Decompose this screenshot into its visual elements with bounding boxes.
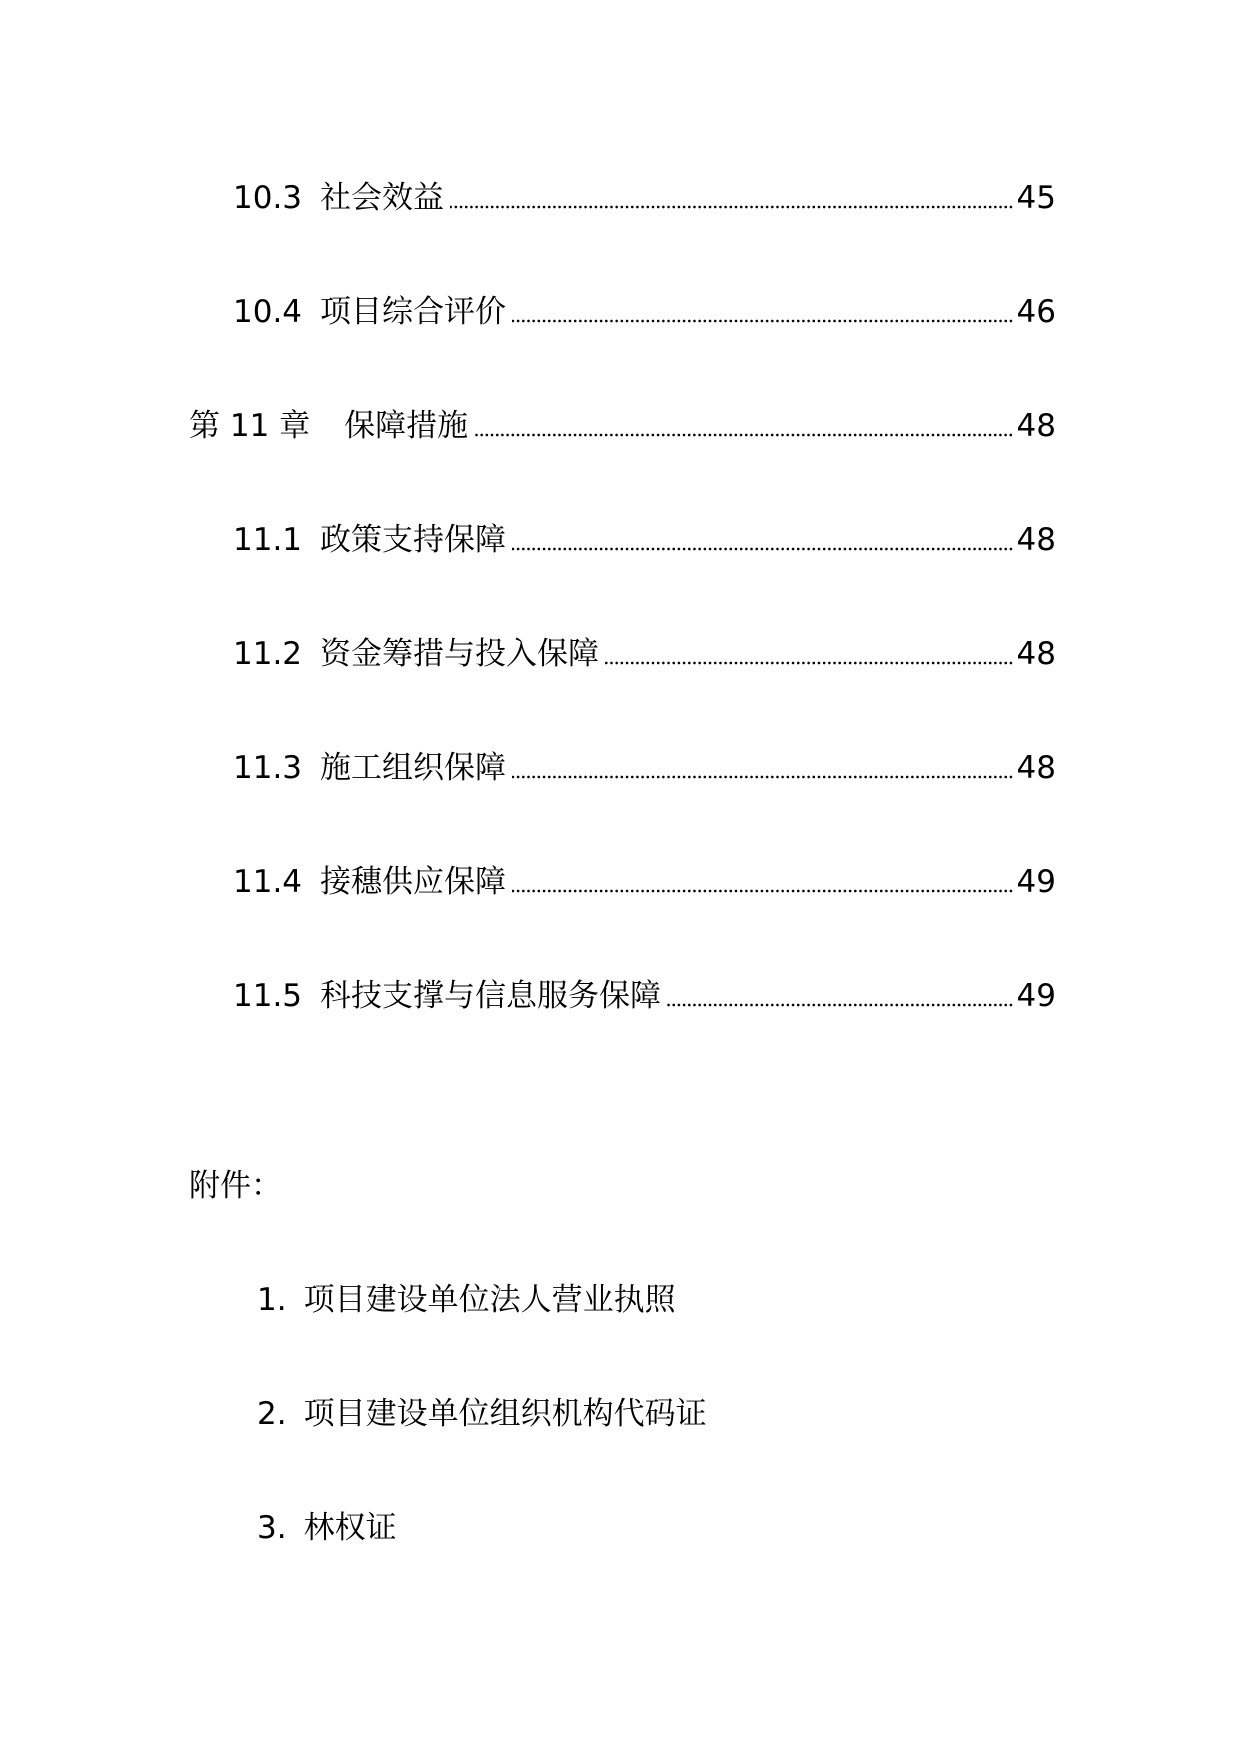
attachment-item: [257, 1280, 676, 1320]
toc-entry-page: 46: [1016, 294, 1056, 330]
toc-entry-number: 第 11 章: [189, 408, 311, 444]
toc-entry-title: 资金筹措与投入保障: [320, 636, 600, 672]
toc-entry-10-4[interactable]: [233, 282, 1056, 332]
toc-entry-number: 11.5: [233, 978, 303, 1014]
attachment-title: 林权证: [303, 1510, 397, 1546]
attachment-number: 3.: [257, 1510, 287, 1546]
dot-leader: [605, 661, 1014, 665]
toc-entry-title: 社会效益: [320, 180, 445, 216]
toc-entry-page: 45: [1016, 180, 1056, 216]
toc-entry-number: 10.3: [233, 180, 303, 216]
toc-entry-number: 11.1: [233, 522, 303, 558]
toc-entry-11-1[interactable]: [233, 510, 1056, 560]
attachments-heading: 附件：: [189, 1168, 282, 1204]
toc-entry-page: 48: [1016, 522, 1056, 558]
dot-leader: [450, 205, 1014, 209]
attachment-title: 项目建设单位组织机构代码证: [303, 1396, 707, 1432]
attachment-title: 项目建设单位法人营业执照: [303, 1282, 676, 1318]
toc-entry-number: 11.4: [233, 864, 303, 900]
toc-entry-10-3[interactable]: [233, 168, 1056, 218]
dot-leader: [474, 433, 1013, 437]
attachment-number: 1.: [257, 1282, 287, 1318]
toc-entry-title: 接穗供应保障: [320, 864, 507, 900]
toc-entry-number: 11.3: [233, 750, 303, 786]
dot-leader: [512, 319, 1014, 323]
toc-entry-page: 49: [1016, 864, 1056, 900]
dot-leader: [512, 547, 1014, 551]
toc-entry-11-2[interactable]: [233, 624, 1056, 674]
toc-entry-title: 施工组织保障: [320, 750, 507, 786]
toc-entry-title: 保障措施: [344, 408, 469, 444]
toc-entry-title: 政策支持保障: [320, 522, 507, 558]
toc-entry-page: 48: [1016, 636, 1056, 672]
attachment-number: 2.: [257, 1396, 287, 1432]
attachment-item: [257, 1394, 707, 1434]
toc-entry-11-3[interactable]: [233, 738, 1056, 788]
toc-entry-title: 科技支撑与信息服务保障: [320, 978, 662, 1014]
toc-entry-title: 项目综合评价: [320, 294, 507, 330]
toc-entry-page: 48: [1016, 750, 1056, 786]
attachment-item: [257, 1508, 397, 1548]
toc-entry-page: 49: [1016, 978, 1056, 1014]
toc-entry-number: 11.2: [233, 636, 303, 672]
toc-entry-11-5[interactable]: [233, 966, 1056, 1016]
dot-leader: [512, 889, 1014, 893]
toc-entry-11-4[interactable]: [233, 852, 1056, 902]
toc-entry-chapter-11[interactable]: [189, 396, 1056, 446]
toc-entry-page: 48: [1016, 408, 1056, 444]
dot-leader: [667, 1003, 1014, 1007]
toc-entry-number: 10.4: [233, 294, 303, 330]
dot-leader: [512, 775, 1014, 779]
